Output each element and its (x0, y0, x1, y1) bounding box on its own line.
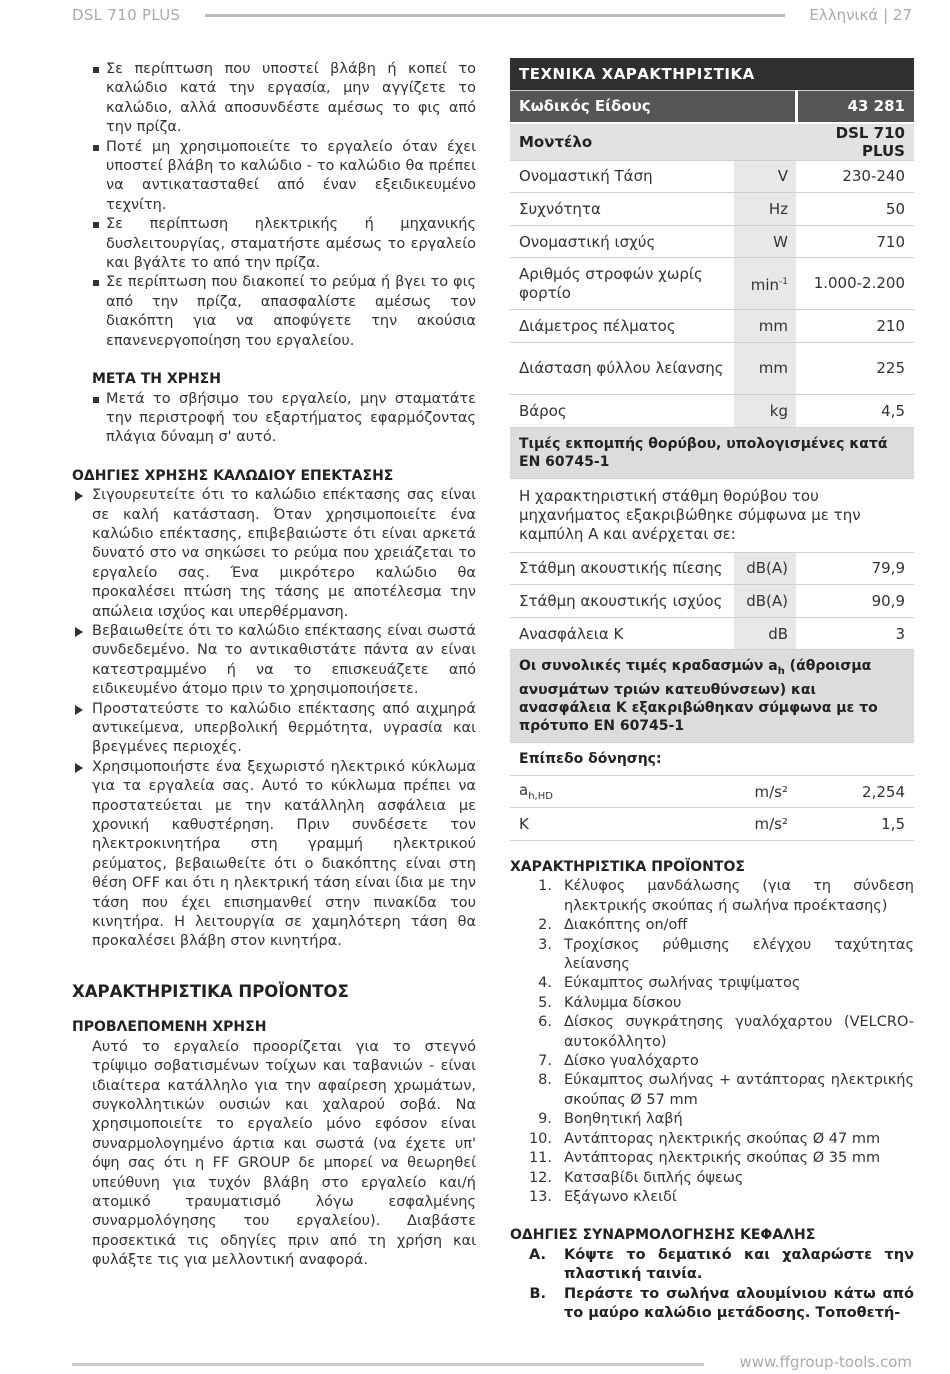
spec-value: 50 (796, 193, 914, 226)
table-row (510, 808, 914, 841)
specs-title: ΤΕΧΝΙΚΑ ΧΑΡΑΚΤΗΡΙΣΤΙΚΑ (510, 58, 914, 90)
spec-unit: dB (734, 617, 796, 650)
model-label: Μοντέλο (510, 123, 796, 161)
list-item: Χρησιμοποιήστε ένα ξεχωριστό ηλεκτρικό κύκλωμα για τα εργαλεία σας. Αυτό το κύκλωμα πρέπει να προστατεύεται με την κατάλληλη ασφάλεια με χρονική καθυστέρηση. Πριν συνδέσετε τον ηλεκτροκινητήρα στη γραμμή ηλεκτρικού ρεύματος, βεβαιωθείτε ότι ο διακόπτης είναι στη θέση OFF και ότι η ηλεκτρική τάση είναι ίδια με την τάση που έχει επισημανθεί στην πινακίδα του κινητήρα. Η λειτουργία σε χαμηλότερη τάση θα προκαλέσει βλάβη στον κινητήρα. (92, 758, 476, 952)
list-item: B. Περάστε το σωλήνα αλουμίνιου κάτω από το μαύρο καλώδιο μετάδοσης. Τοποθετή- (529, 1285, 914, 1321)
spec-label: Βάρος (510, 394, 734, 427)
extension-list (72, 486, 476, 952)
noise-heading: Τιμές εκπομπής θορύβου, υπολογισμένες κατά EN 60745-1 (510, 427, 914, 478)
header-model: DSL 710 PLUS (72, 6, 181, 24)
spec-unit: dB(A) (734, 585, 796, 618)
spec-label: Διάμετρος πέλματος (510, 310, 734, 343)
list-item: Σε περίπτωση που υποστεί βλάβη ή κοπεί το καλώδιο κατά την εργασία, μην αγγίζετε το καλώδιο, αλλά αποσυνδέστε αμέσως το φις από την πρίζα. (106, 60, 476, 138)
spec-label: Στάθμη ακουστικής πίεσης (510, 552, 734, 585)
spec-value: 79,9 (796, 552, 914, 585)
model-value: DSL 710 PLUS (796, 123, 914, 161)
list-item: 10. Αντάπτορας ηλεκτρικής σκούπας Ø 47 mm (528, 1130, 881, 1147)
list-item: 13. Εξάγωνο κλειδί (528, 1188, 677, 1205)
spec-unit: $\min^{-1}$ (734, 258, 796, 310)
spec-label: Στάθμη ακουστικής ισχύος (510, 585, 734, 618)
list-item: A. Κόψτε το δεματικό και χαλαρώστε την πλαστική ταινία. (529, 1246, 914, 1283)
spec-value: 2,254 (796, 775, 914, 808)
footer-url: www.ffgroup-tools.com (739, 1353, 912, 1371)
list-item: 4. Εύκαμπτος σωλήνας τριψίματος (538, 975, 801, 992)
table-row (510, 342, 914, 394)
spec-unit: Hz (734, 193, 796, 226)
spec-value: 225 (796, 342, 914, 394)
right-column (510, 858, 914, 1323)
list-item: 2. Διακόπτης on/off (538, 917, 688, 934)
spec-unit: m/s² (734, 808, 796, 841)
vibration-heading: Οι συνολικές τιμές κραδασμών $a_h$ (άθροισμα ανυσμάτων τριών κατευθύνσεων) και ανασφάλεια K εξακριβώθηκαν σύμφωνα με το πρότυπο EN 60745-1 (510, 650, 914, 743)
list-item: 3. Τροχίσκος ρύθμισης ελέγχου ταχύτητας λείανσης (538, 936, 914, 973)
header-divider (205, 14, 785, 17)
safety-bullet-list (72, 60, 476, 351)
assembly-list (510, 1246, 914, 1324)
header-language-page: Ελληνικά | 27 (809, 6, 912, 24)
table-row (510, 258, 914, 310)
list-item: 11. Αντάπτορας ηλεκτρικής σκούπας Ø 35 mm (528, 1150, 881, 1167)
list-item: Βεβαιωθείτε ότι το καλώδιο επέκτασης είναι σωστά συνδεδεμένο. Να το αντικαθιστάτε πάντα αν είναι κατεστραμμένο ή να το επισκευάζετε από ειδικευμένο άτομο πριν το χρησιμοποιήσετε. (92, 622, 476, 700)
list-item: Μετά το σβήσιμο του εργαλείο, μην σταματάτε την περιστροφή του εξαρτήματος εφαρμόζοντας πλάγια δύναμη σ' αυτό. (106, 390, 476, 448)
spec-label: Ονομαστική Τάση (510, 160, 734, 193)
assembly-heading: ΟΔΗΓΙΕΣ ΣΥΝΑΡΜΟΛΟΓΗΣΗΣ ΚΕΦΑΛΗΣ (510, 1227, 816, 1244)
spec-unit: dB(A) (734, 552, 796, 585)
extension-heading: ΟΔΗΓΙΕΣ ΧΡΗΣΗΣ ΚΑΛΩΔΙΟΥ ΕΠΕΚΤΑΣΗΣ (72, 467, 394, 484)
spec-unit: m/s² (734, 775, 796, 808)
list-item: 8. Εύκαμπτος σωλήνας + αντάπτορας ηλεκτρικής σκούπας Ø 57 mm (538, 1072, 914, 1108)
list-item: Σε περίπτωση ηλεκτρικής ή μηχανικής δυσλειτουργίας, σταματήστε αμέσως το εργαλείο και βγάλτε το από την πρίζα. (106, 215, 476, 273)
spec-label: Ονομαστική ισχύς (510, 225, 734, 258)
code-label: Κωδικός Είδους (510, 90, 796, 123)
spec-label: Αριθμός στροφών χωρίς φορτίο (510, 258, 734, 310)
after-use-list (72, 390, 476, 448)
code-value: 43 281 (796, 90, 914, 123)
spec-label: Διάσταση φύλλου λείανσης (510, 342, 734, 394)
list-item: 6. Δίσκος συγκράτησης γυαλόχαρτου (VELCRO-αυτοκόλλητο) (538, 1014, 914, 1050)
spec-value: 210 (796, 310, 914, 343)
spec-value: 1,5 (796, 808, 914, 841)
list-item: Ποτέ μη χρησιμοποιείτε το εργαλείο όταν έχει υποστεί βλάβη το καλώδιο - το καλώδιο θα πρέπει να αντικατασταθεί από έναν εξειδικευμένο τεχνίτη. (106, 138, 476, 216)
spec-unit: V (734, 160, 796, 193)
list-item: Σιγουρευτείτε ότι το καλώδιο επέκτασης σας είναι σε καλή κατάσταση. Όταν χρησιμοποιείτε ένα καλώδιο επέκτασης, επιβεβαιώστε ότι είναι αρκετά δυνατό στο να σηκώσει το ρεύμα που χρειάζεται το εργαλείο σας. Ένα μικρότερο καλώδιο θα προκαλέσει πτώση της τάσης με αποτέλεσμα την απώλεια ισχύος και υπερθέρμανση. (92, 486, 476, 622)
spec-value: 1.000-2.200 (796, 258, 914, 310)
spec-label: Συχνότητα (510, 193, 734, 226)
intended-use-heading: ΠΡΟΒΛΕΠΟΜΕΝΗ ΧΡΗΣΗ (72, 1019, 267, 1036)
spec-unit: mm (734, 342, 796, 394)
spec-value: 4,5 (796, 394, 914, 427)
table-row (510, 775, 914, 808)
after-use-heading: ΜΕΤΑ ΤΗ ΧΡΗΣΗ (92, 371, 221, 388)
spec-value: 710 (796, 225, 914, 258)
technical-specs-table (510, 58, 914, 841)
spec-label: $a_{h,HD}$ (510, 775, 734, 808)
spec-value: 3 (796, 617, 914, 650)
list-item: Προστατεύστε το καλώδιο επέκτασης από αιχμηρά αντικείμενα, υπερβολική θερμότητα, υγρασία και βρεγμένες περιοχές. (92, 700, 476, 758)
table-row (510, 310, 914, 343)
noise-description: Η χαρακτηριστική στάθμη θορύβου του μηχανήματος εξακριβώθηκε σύμφωνα με την καμπύλη Α και ανέρχεται σε: (510, 478, 914, 552)
table-row (510, 160, 914, 193)
spec-label: Ανασφάλεια K (510, 617, 734, 650)
left-column (72, 60, 476, 1271)
vibration-level-label: Επίπεδο δόνησης: (510, 743, 914, 776)
spec-value: 230-240 (796, 160, 914, 193)
table-row (510, 617, 914, 650)
list-item: 9. Βοηθητική λαβή (538, 1111, 683, 1128)
list-item: 7. Δίσκο γυαλόχαρτο (538, 1053, 699, 1070)
footer-divider (72, 1363, 704, 1366)
spec-unit: kg (734, 394, 796, 427)
list-item: Σε περίπτωση που διακοπεί το ρεύμα ή βγει το φις από την πρίζα, απασφαλίστε αμέσως τον διακόπτη για να αποφύγετε την ακούσια επανενεργοποίηση του εργαλείου. (106, 273, 476, 351)
list-item: 5. Κάλυμμα δίσκου (538, 994, 682, 1011)
spec-label: K (510, 808, 734, 841)
parts-heading: ΧΑΡΑΚΤΗΡΙΣΤΙΚΑ ΠΡΟΪΟΝΤΟΣ (510, 859, 745, 875)
intended-use-text: Αυτό το εργαλείο προορίζεται για το στεγνό τρίψιμο σοβατισμένων τοίχων και ταβανιών - είναι ιδιαίτερα κατάλληλο για την αφαίρεση χρωμάτων, συγκολλητικών ουσιών και χαλαρού σοβά. Να χρησιμοποιείτε το εργαλείο μόνο εφόσον είναι συναρμολογημένο άρτια και σωστά (να έχετε υπ' όψη σας ότι η FF GROUP δε μπορεί να θεωρηθεί υπεύθυνη για τυχόν βλάβη στο εργαλείο και/ή ατομικό τραυματισμό λόγω εσφαλμένης συναρμολόγησης του εργαλείου). Διαβάστε προσεκτικά τις οδηγίες πριν από τη χρήση και φυλάξτε τις για μελλοντική αναφορά. (92, 1038, 476, 1269)
spec-unit: mm (734, 310, 796, 343)
table-row (510, 394, 914, 427)
spec-value: 90,9 (796, 585, 914, 618)
table-row (510, 552, 914, 585)
list-item: 1. Κέλυφος μανδάλωσης (για τη σύνδεση ηλεκτρικής σκούπας ή σωλήνα προέκτασης) (538, 878, 914, 914)
product-features-heading: ΧΑΡΑΚΤΗΡΙΣΤΙΚΑ ΠΡΟΪΟΝΤΟΣ (72, 981, 349, 1001)
table-row (510, 585, 914, 618)
spec-unit: W (734, 225, 796, 258)
parts-list (510, 877, 914, 1207)
list-item: 12. Κατσαβίδι διπλής όψεως (528, 1169, 744, 1186)
table-row (510, 193, 914, 226)
table-row (510, 225, 914, 258)
